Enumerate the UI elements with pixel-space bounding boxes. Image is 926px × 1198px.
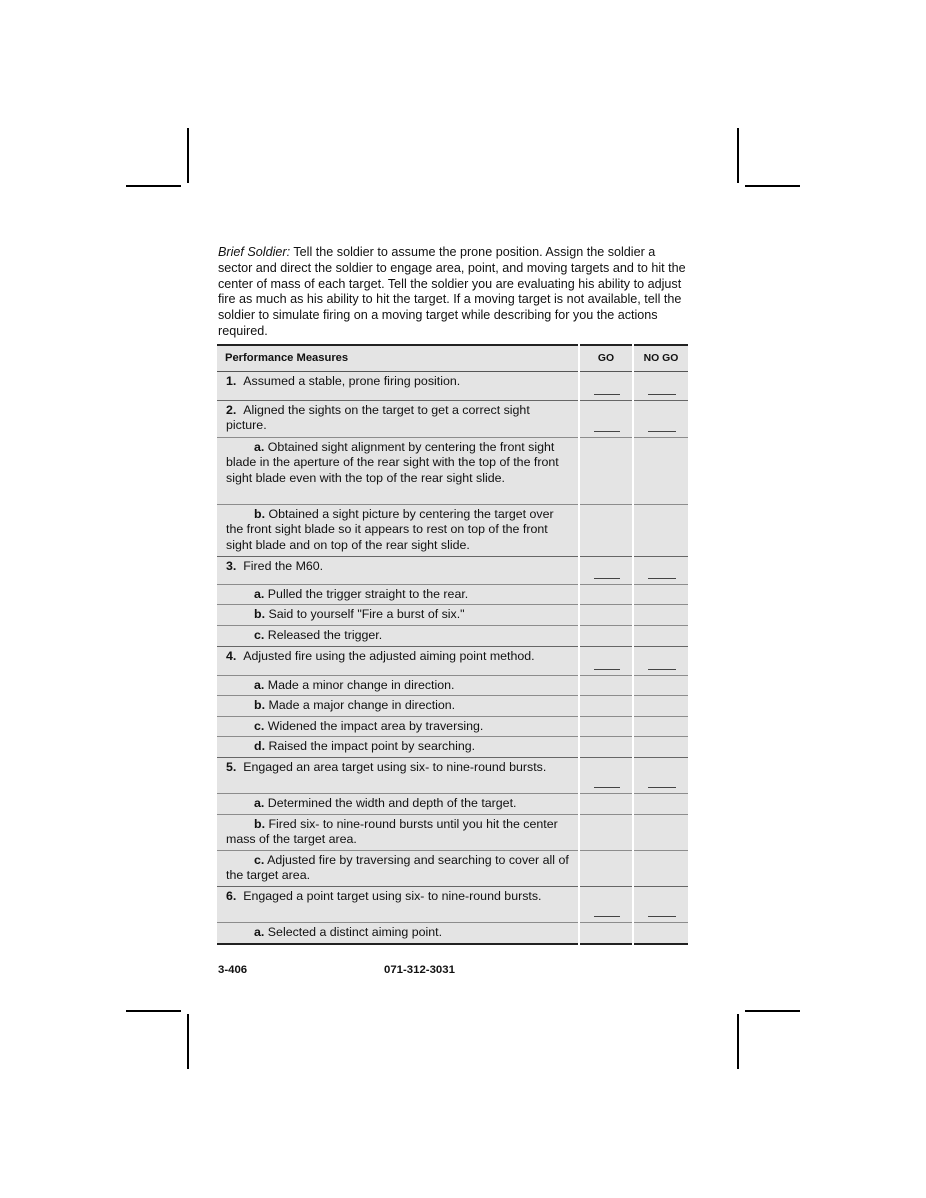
table-row bbox=[217, 625, 688, 646]
step-number: 3. bbox=[226, 558, 237, 573]
go-cell bbox=[579, 584, 633, 605]
go-cell bbox=[579, 625, 633, 646]
go-cell bbox=[579, 696, 633, 717]
table-row bbox=[217, 556, 688, 584]
step-number: 4. bbox=[226, 648, 237, 663]
table-row bbox=[217, 696, 688, 717]
sub-step-text: Obtained a sight picture by centering the target over the front sight blade so it appears to rest on top of the front sight blade and on top of the rear sight slide. bbox=[226, 506, 554, 552]
no-go-cell bbox=[633, 850, 688, 886]
go-cell bbox=[579, 504, 633, 556]
measure-cell bbox=[217, 556, 579, 584]
step-number: 5. bbox=[226, 759, 237, 774]
sub-step-text: Determined the width and depth of the target. bbox=[267, 795, 517, 810]
go-cell[interactable] bbox=[579, 371, 633, 400]
table-row bbox=[217, 850, 688, 886]
no-go-cell[interactable] bbox=[633, 757, 688, 793]
table-row bbox=[217, 400, 688, 437]
sub-step-letter: a. bbox=[254, 795, 265, 810]
go-cell bbox=[579, 437, 633, 504]
sub-measure-cell bbox=[217, 504, 579, 556]
no-go-cell bbox=[633, 625, 688, 646]
sub-step-letter: a. bbox=[254, 439, 265, 454]
no-go-blank bbox=[648, 916, 676, 917]
measure-cell bbox=[217, 646, 579, 675]
sub-measure-cell bbox=[217, 737, 579, 758]
go-cell bbox=[579, 737, 633, 758]
measure-cell bbox=[217, 886, 579, 922]
sub-step-letter: d. bbox=[254, 739, 266, 754]
no-go-cell[interactable] bbox=[633, 556, 688, 584]
crop-mark-top-right-vertical bbox=[737, 128, 739, 183]
table-row bbox=[217, 605, 688, 626]
sub-step-text: Pulled the trigger straight to the rear. bbox=[267, 586, 469, 601]
table-row bbox=[217, 437, 688, 504]
no-go-cell bbox=[633, 793, 688, 814]
crop-mark-top-left-vertical bbox=[187, 128, 189, 183]
no-go-cell[interactable] bbox=[633, 886, 688, 922]
table-header-row bbox=[217, 345, 688, 371]
no-go-cell[interactable] bbox=[633, 646, 688, 675]
crop-mark-top-left-horizontal bbox=[126, 185, 181, 187]
go-blank bbox=[594, 394, 620, 395]
go-blank bbox=[594, 431, 620, 432]
header-no-go: NO GO bbox=[633, 345, 688, 371]
sub-measure-cell bbox=[217, 793, 579, 814]
sub-measure-cell bbox=[217, 625, 579, 646]
go-cell bbox=[579, 850, 633, 886]
table-row bbox=[217, 922, 688, 943]
crop-mark-bottom-right-horizontal bbox=[745, 1010, 800, 1012]
go-blank bbox=[594, 916, 620, 917]
sub-step-letter: a. bbox=[254, 924, 265, 939]
step-number: 1. bbox=[226, 373, 237, 388]
go-cell[interactable] bbox=[579, 646, 633, 675]
page-number: 3-406 bbox=[218, 964, 248, 976]
sub-step-letter: c. bbox=[254, 852, 265, 867]
go-cell bbox=[579, 793, 633, 814]
sub-step-text: Selected a distinct aiming point. bbox=[267, 924, 443, 939]
sub-measure-cell bbox=[217, 696, 579, 717]
sub-step-letter: a. bbox=[254, 586, 265, 601]
sub-step-text: Obtained sight alignment by centering the front sight blade in the aperture of the rear sight with the top of the front sight blade even with the top of the rear sight slide. bbox=[226, 439, 559, 485]
measure-cell bbox=[217, 400, 579, 437]
table-row bbox=[217, 793, 688, 814]
no-go-cell bbox=[633, 814, 688, 850]
go-blank bbox=[594, 787, 620, 788]
sub-measure-cell bbox=[217, 584, 579, 605]
step-text: Aligned the sights on the target to get a correct sight picture. bbox=[226, 402, 530, 433]
sub-step-letter: c. bbox=[254, 718, 265, 733]
go-blank bbox=[594, 669, 620, 670]
table-row bbox=[217, 371, 688, 400]
no-go-blank bbox=[648, 787, 676, 788]
go-cell bbox=[579, 675, 633, 696]
brief-soldier-text: Tell the soldier to assume the prone position. Assign the soldier a sector and direct the soldier to engage area, point, and moving targets and to hit the center of mass of each target. Tell the soldier you are evaluating his ability to adjust fire as much as his ability to hit the target. If a moving target is not available, tell the soldier to simulate firing on a moving target while describing for you the actions required. bbox=[218, 245, 686, 338]
step-text: Engaged an area target using six- to nine-round bursts. bbox=[243, 759, 547, 774]
no-go-blank bbox=[648, 669, 676, 670]
sub-measure-cell bbox=[217, 437, 579, 504]
step-text: Adjusted fire using the adjusted aiming point method. bbox=[243, 648, 535, 663]
sub-step-text: Widened the impact area by traversing. bbox=[267, 718, 484, 733]
go-cell[interactable] bbox=[579, 556, 633, 584]
go-cell bbox=[579, 922, 633, 943]
go-cell[interactable] bbox=[579, 757, 633, 793]
go-cell[interactable] bbox=[579, 400, 633, 437]
crop-mark-bottom-left-vertical bbox=[187, 1014, 189, 1069]
step-text: Assumed a stable, prone firing position. bbox=[243, 373, 461, 388]
no-go-cell bbox=[633, 605, 688, 626]
go-blank bbox=[594, 578, 620, 579]
no-go-blank bbox=[648, 578, 676, 579]
crop-mark-top-right-horizontal bbox=[745, 185, 800, 187]
sub-step-letter: b. bbox=[254, 607, 266, 622]
table-row bbox=[217, 757, 688, 793]
no-go-cell[interactable] bbox=[633, 371, 688, 400]
table-row bbox=[217, 646, 688, 675]
no-go-cell bbox=[633, 696, 688, 717]
step-number: 6. bbox=[226, 888, 237, 903]
sub-measure-cell bbox=[217, 814, 579, 850]
step-text: Fired the M60. bbox=[243, 558, 324, 573]
no-go-cell bbox=[633, 716, 688, 737]
sub-step-letter: c. bbox=[254, 627, 265, 642]
task-number: 071-312-3031 bbox=[384, 964, 455, 976]
table-row bbox=[217, 675, 688, 696]
sub-step-text: Made a minor change in direction. bbox=[267, 677, 455, 692]
sub-measure-cell bbox=[217, 675, 579, 696]
sub-step-text: Released the trigger. bbox=[267, 627, 383, 642]
brief-soldier-lead: Brief Soldier: bbox=[218, 245, 291, 259]
go-cell[interactable] bbox=[579, 886, 633, 922]
no-go-cell[interactable] bbox=[633, 400, 688, 437]
no-go-blank bbox=[648, 394, 676, 395]
no-go-cell bbox=[633, 922, 688, 943]
crop-mark-bottom-left-horizontal bbox=[126, 1010, 181, 1012]
table-row bbox=[217, 584, 688, 605]
go-cell bbox=[579, 716, 633, 737]
sub-step-letter: b. bbox=[254, 816, 266, 831]
step-text: Engaged a point target using six- to nine-round bursts. bbox=[243, 888, 542, 903]
sub-measure-cell bbox=[217, 716, 579, 737]
header-go: GO bbox=[579, 345, 633, 371]
no-go-cell bbox=[633, 675, 688, 696]
brief-soldier-paragraph bbox=[218, 245, 688, 340]
sub-step-text: Made a major change in direction. bbox=[268, 698, 456, 713]
step-number: 2. bbox=[226, 402, 237, 417]
table-row bbox=[217, 504, 688, 556]
no-go-cell bbox=[633, 504, 688, 556]
no-go-cell bbox=[633, 737, 688, 758]
sub-measure-cell bbox=[217, 605, 579, 626]
go-cell bbox=[579, 605, 633, 626]
no-go-blank bbox=[648, 431, 676, 432]
table-row bbox=[217, 716, 688, 737]
table-row bbox=[217, 737, 688, 758]
sub-measure-cell bbox=[217, 922, 579, 943]
sub-step-text: Said to yourself "Fire a burst of six." bbox=[268, 607, 465, 622]
sub-step-text: Raised the impact point by searching. bbox=[268, 739, 476, 754]
measure-cell bbox=[217, 371, 579, 400]
crop-mark-bottom-right-vertical bbox=[737, 1014, 739, 1069]
go-cell bbox=[579, 814, 633, 850]
performance-measures-table bbox=[217, 344, 688, 945]
sub-step-letter: b. bbox=[254, 698, 266, 713]
sub-step-text: Adjusted fire by traversing and searching to cover all of the target area. bbox=[226, 852, 569, 883]
measure-cell bbox=[217, 757, 579, 793]
header-performance-measures: Performance Measures bbox=[217, 345, 579, 371]
table-row bbox=[217, 814, 688, 850]
no-go-cell bbox=[633, 584, 688, 605]
sub-step-letter: b. bbox=[254, 506, 266, 521]
sub-measure-cell bbox=[217, 850, 579, 886]
no-go-cell bbox=[633, 437, 688, 504]
sub-step-letter: a. bbox=[254, 677, 265, 692]
table-row bbox=[217, 886, 688, 922]
sub-step-text: Fired six- to nine-round bursts until you hit the center mass of the target area. bbox=[226, 816, 558, 847]
